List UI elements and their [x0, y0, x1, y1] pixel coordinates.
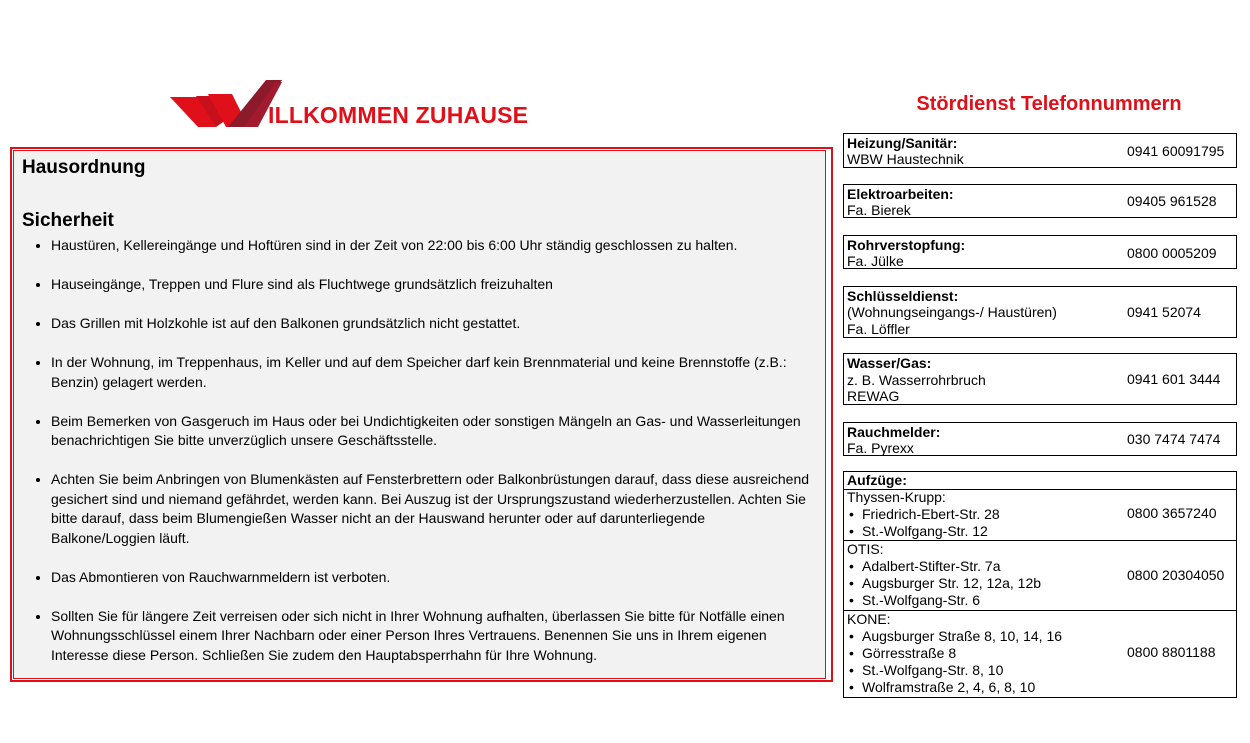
elevator-firm-name: OTIS: [847, 541, 884, 557]
rule-item: • Achten Sie beim Anbringen von Blumenkästen auf Fensterbrettern oder Balkonbrüstungen darauf, dass diese ausreichend gesichert sind und niemand gefährdet, werden kann. Bei Auszug ist der Ursprungszustand wiederherzustellen. Achten Sie bitte darauf, dass beim Blumengießen Wasser nicht an der Hauswand herunter oder auf darunterliegende Balkone/Loggien läuft. [51, 470, 813, 548]
contact-detail: (Wohnungseingangs-/ Haustüren) [847, 304, 1057, 320]
contact-smoke-detector [843, 422, 1237, 456]
elevator-firm-otis [844, 541, 1236, 611]
contact-category: Aufzüge: [847, 472, 907, 488]
contact-phone: 030 7474 7474 [1127, 431, 1221, 447]
brand-header [170, 80, 530, 130]
rules-list [14, 236, 825, 665]
contact-phone: 0941 52074 [1127, 304, 1201, 320]
contact-category: Heizung/Sanitär: [847, 135, 958, 151]
contact-provider: Fa. Bierek [847, 202, 911, 218]
welcome-title: ILLKOMMEN ZUHAUSE [268, 102, 529, 128]
address-item: • Augsburger Straße 8, 10, 14, 16 [847, 628, 1062, 645]
contact-category: Schlüsseldienst: [847, 288, 959, 304]
address-item: • Wolframstraße 2, 4, 6, 8, 10 [847, 679, 1062, 696]
rule-item: • Das Abmontieren von Rauchwarnmeldern ist verboten. [51, 568, 813, 588]
contact-drain [843, 235, 1237, 269]
contact-provider: Fa. Jülke [847, 253, 904, 269]
elevator-firm-name: KONE: [847, 611, 891, 627]
contact-category: Elektroarbeiten: [847, 186, 954, 202]
address-item: • Görresstraße 8 [847, 645, 1062, 662]
contact-provider: Fa. Pyrexx [847, 440, 914, 456]
contact-category: Wasser/Gas: [847, 355, 932, 371]
elevators-header [844, 472, 1236, 490]
address-item: • St.-Wolfgang-Str. 6 [847, 592, 1041, 609]
logo-w-icon [170, 80, 282, 128]
safety-heading: Sicherheit [22, 210, 114, 231]
elevator-firm-name: Thyssen-Krupp: [847, 489, 946, 505]
rule-item: • Das Grillen mit Holzkohle ist auf den Balkonen grundsätzlich nicht gestattet. [51, 314, 813, 334]
contact-phone: 0800 8801188 [1127, 644, 1216, 660]
contact-provider: Fa. Löffler [847, 321, 910, 337]
rule-item: • Beim Bemerken von Gasgeruch im Haus oder bei Undichtigkeiten oder sonstigen Mängeln an Gas- und Wasserleitungen benachrichtigen Sie bitte unverzüglich unsere Geschäftsstelle. [51, 412, 813, 451]
contact-detail: z. B. Wasserrohrbruch [847, 372, 986, 388]
elevator-firm-thyssen [844, 489, 1236, 541]
rule-item: • Haustüren, Kellereingänge und Hoftüren sind in der Zeit von 22:00 bis 6:00 Uhr ständig geschlossen zu halten. [51, 236, 813, 256]
contact-elevators [843, 471, 1237, 698]
elevator-firm-kone [844, 611, 1236, 698]
address-list [847, 628, 1062, 696]
house-rules-inner [13, 150, 826, 679]
contact-phone: 0941 601 3444 [1127, 371, 1221, 387]
address-item: • Adalbert-Stifter-Str. 7a [847, 558, 1041, 575]
contact-phone: 0800 20304050 [1127, 567, 1225, 583]
contact-provider: REWAG [847, 388, 900, 404]
contact-heating [843, 133, 1237, 168]
address-item: • St.-Wolfgang-Str. 8, 10 [847, 662, 1062, 679]
contact-electric [843, 184, 1237, 218]
address-list [847, 506, 1000, 540]
contact-category: Rohrverstopfung: [847, 237, 966, 253]
address-list [847, 558, 1041, 609]
contact-water-gas [843, 353, 1237, 405]
contact-provider: WBW Haustechnik [847, 151, 964, 167]
house-rules-title: Hausordnung [22, 157, 146, 178]
house-rules-panel [10, 147, 833, 682]
contact-phone: 0800 0005209 [1127, 245, 1217, 261]
contact-locksmith [843, 286, 1237, 338]
rule-item: • Hauseingänge, Treppen und Flure sind als Fluchtwege grundsätzlich freizuhalten [51, 275, 813, 295]
contact-category: Rauchmelder: [847, 424, 941, 440]
address-item: • St.-Wolfgang-Str. 12 [847, 523, 1000, 540]
address-item: • Augsburger Str. 12, 12a, 12b [847, 575, 1041, 592]
contact-phone: 0941 60091795 [1127, 143, 1225, 159]
rule-item: • Sollten Sie für längere Zeit verreisen oder sich nicht in Ihrer Wohnung aufhalten, überlassen Sie bitte für Notfälle einen Wohnungsschlüssel einem Ihrer Nachbarn oder einer Person Ihres Vertrauens. Benennen Sie uns in Ihrem eigenen Interesse diese Person. Schließen Sie zudem den Hauptabsperrhahn für Ihre Wohnung. [51, 607, 813, 666]
contacts-title: Stördienst Telefonnummern [916, 93, 1182, 115]
rule-item: • In der Wohnung, im Treppenhaus, im Keller und auf dem Speicher darf kein Brennmaterial und keine Brennstoffe (z.B.: Benzin) gelagert werden. [51, 353, 813, 392]
contact-phone: 0800 3657240 [1127, 505, 1217, 521]
address-item: • Friedrich-Ebert-Str. 28 [847, 506, 1000, 523]
contact-phone: 09405 961528 [1127, 193, 1217, 209]
